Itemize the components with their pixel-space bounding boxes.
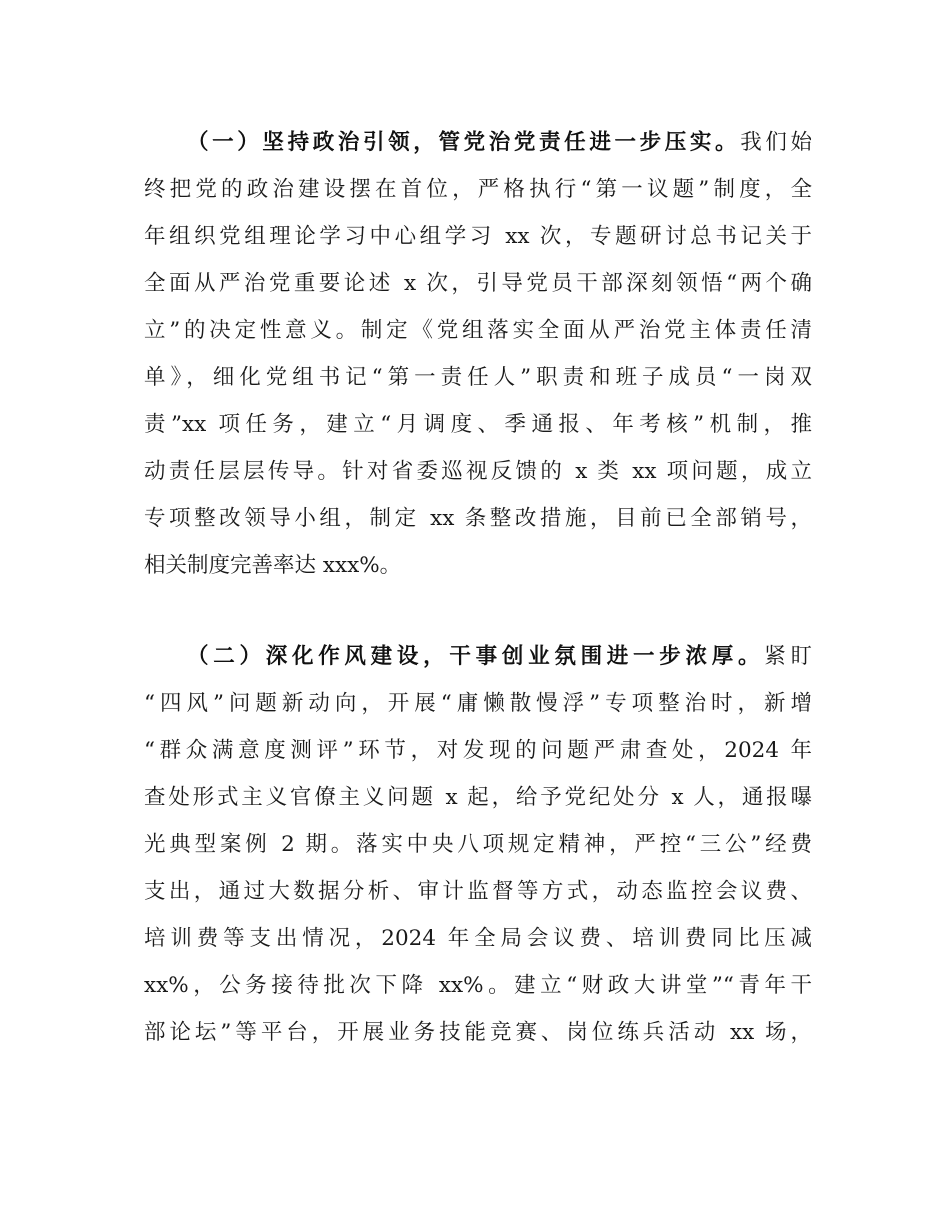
text-line: 支出，通过大数据分析、审计监督等方式，动态监控会议费、: [144, 879, 812, 904]
text-line: 单》，细化党组书记“第一责任人”职责和班子成员“一岗双: [144, 365, 812, 390]
text-line: 年组织党组理论学习中心组学习 xx 次，专题研讨总书记关于: [144, 224, 812, 249]
text-line: “群众满意度测评”环节，对发现的问题严肃查处，2024 年: [144, 738, 812, 763]
paragraph-work-style: [144, 633, 812, 1056]
text-line: 光典型案例 2 期。落实中央八项规定精神，严控“三公”经费: [144, 832, 812, 857]
text-line: 终把党的政治建设摆在首位，严格执行“第一议题”制度，全: [144, 177, 812, 202]
text-line: 全面从严治党重要论述 x 次，引导党员干部深刻领悟“两个确: [144, 271, 812, 296]
text-line: 相关制度完善率达 xxx%。: [144, 553, 402, 578]
text-line: 动责任层层传导。针对省委巡视反馈的 x 类 xx 项问题，成立: [144, 459, 812, 484]
text-line: 部论坛”等平台，开展业务技能竞赛、岗位练兵活动 xx 场，: [144, 1020, 812, 1045]
text-run: 我们始: [740, 130, 812, 155]
text-line: 查处形式主义官僚主义问题 x 起，给予党纪处分 x 人，通报曝: [144, 785, 812, 810]
paragraph-first-line: [144, 119, 812, 166]
text-line: “四风”问题新动向，开展“庸懒散慢浮”专项整治时，新增: [144, 691, 812, 716]
text-line: 责”xx 项任务，建立“月调度、季通报、年考核”机制，推: [144, 412, 812, 437]
paragraph-political-leadership: [144, 119, 812, 589]
text-line: 专项整改领导小组，制定 xx 条整改措施，目前已全部销号，: [144, 506, 812, 531]
text-run: 紧盯: [764, 644, 812, 669]
text-line: xx%，公务接待批次下降 xx%。建立“财政大讲堂”“青年干: [144, 973, 812, 998]
section-heading: （二）深化作风建设，干事创业氛围进一步浓厚。: [187, 644, 765, 669]
text-line: 培训费等支出情况，2024 年全局会议费、培训费同比压减: [144, 926, 812, 951]
paragraph-first-line: [144, 633, 812, 680]
section-heading: （一）坚持政治引领，管党治党责任进一步压实。: [187, 130, 741, 155]
text-line: 立”的决定性意义。制定《党组落实全面从严治党主体责任清: [144, 318, 812, 343]
